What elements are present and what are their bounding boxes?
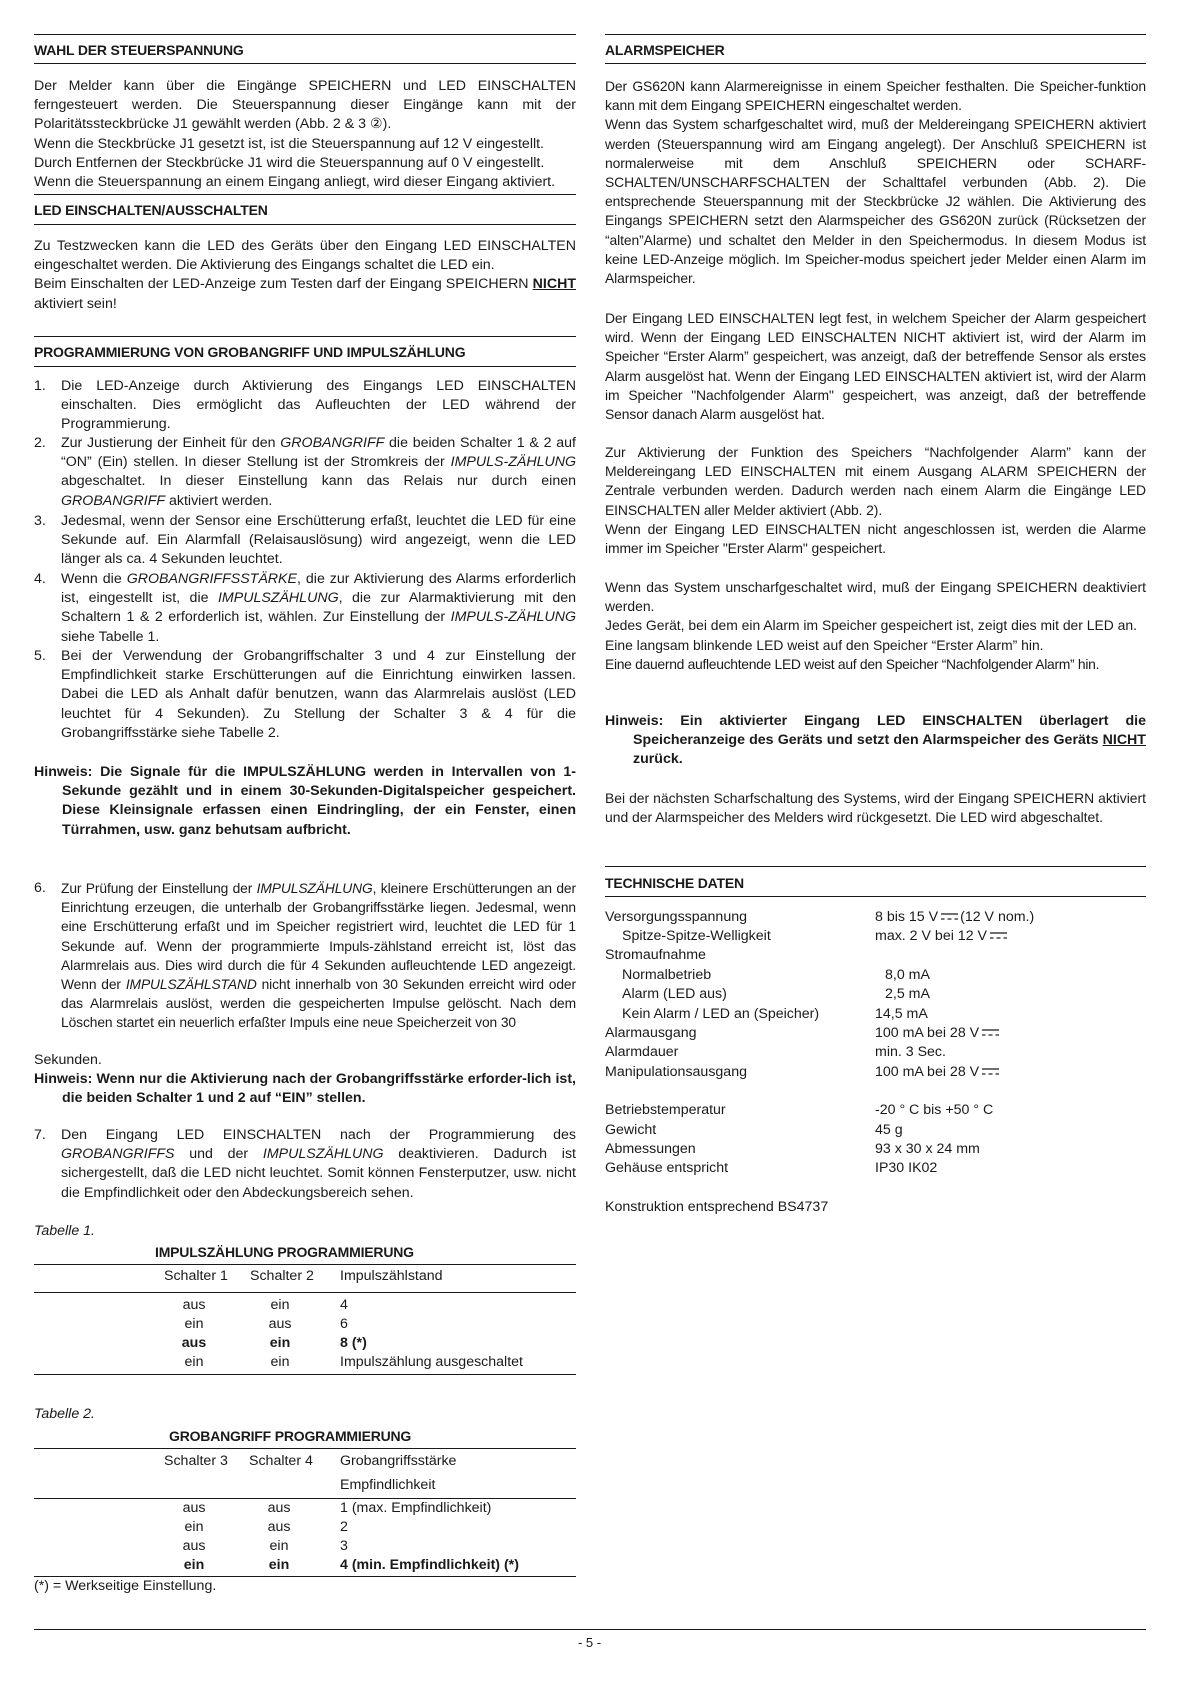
text-run: die beiden Schalter 1 & 2 auf “ON” (Ein) stellen. In dieser Stellung ist der Stromkreis der (61, 435, 576, 471)
alarm-p1: Der GS620N kann Alarmereignisse in einem Speicher festhalten. Die Speicher-funktion kann mit dem Eingang SPEICHERN eingeschaltet werden. (605, 78, 1146, 114)
section-rule (34, 336, 576, 337)
spec-value: 8,0 mA (885, 967, 930, 983)
spec-label: Alarmausgang (605, 1025, 697, 1041)
spec-value-text: 100 mA bei 28 V (875, 1025, 980, 1041)
table-rule (34, 1264, 576, 1265)
alarm-p8: Eine langsam blinkende LED weist auf den Speicher “Erster Alarm” hin. (605, 636, 1044, 653)
table-header: Grobangriffsstärke (340, 1453, 457, 1469)
dc-symbol-icon (982, 1067, 999, 1076)
note-text: Hinweis: Ein aktivierter Eingang LED EINSCHALTEN überlagert die Speicheranzeige des Geräts und setzt den Alarmspeicher des Geräts (605, 713, 1146, 749)
list-text (61, 570, 576, 647)
spec-value: 93 x 30 x 24 mm (875, 1141, 980, 1157)
table-title: IMPULSZÄHLUNG PROGRAMMIERUNG (155, 1244, 414, 1260)
spec-label: Alarm (LED aus) (622, 986, 727, 1002)
list-number: 2. (34, 435, 46, 451)
spec-label: Alarmdauer (605, 1044, 679, 1060)
spec-label: Stromaufnahme (605, 947, 706, 963)
alarm-p2: Wenn das System scharfgeschaltet wird, muß der Meldereingang SPEICHERN aktiviert werden (Steuerspannung wird am Eingang angelegt). Der Anschluß SPEICHERN ist normalerweise mit dem Anschluß SPEICHERN oder SCHARF-SCHALTEN/UNSCHARFSCHALTEN der Schalttafel verbunden (Abb. 2). Die entsprechende Steuerspannung mit der Steckbrücke J2 wählen. Die Aktivierung des Eingangs SPEICHERN setzt den Alarmspeicher des GS620N zurück (Rücksetzen der “alten”Alarme) und schaltet den Melder in den Speichermodus. In diesem Modus ist keine LED-Anzeige möglich. Im Speicher-modus speichert jeder Melder einen Alarm im Alarmspeicher. (605, 116, 1146, 287)
spec-value: -20 ° C bis +50 ° C (875, 1102, 994, 1118)
led-text-3: aktiviert sein! (34, 295, 117, 312)
alarm-p4: Zur Aktivierung der Funktion des Speichers “Nachfolgender Alarm” kann der Meldereingang LED EINSCHALTEN mit einem Ausgang ALARM SPEICHERN der Zentrale verbunden werden. Dadurch werden nach einem Alarm die Eingänge LED EINSCHALTEN aller Melder aktiviert (Abb. 2). (605, 444, 1146, 518)
alarm-paragraph-2: Der Eingang LED EINSCHALTEN legt fest, in welchem Speicher der Alarm gespeichert wird. Wenn der Eingang LED EINSCHALTEN NICHT aktiviert ist, wird der Alarm im Speicher “Erster Alarm” gespeichert, was anzeigt, daß der betreffende Sensor als erstes Alarm ausgelöst hat. Wenn der Eingang LED EINSCHALTEN aktiviert ist, wird der Alarm im Speicher "Nachfolgender Alarm" gespeichert, was anzeigt, daß der betreffende Sensor danach Alarm ausgelöst hat. (605, 310, 1146, 423)
nicht-emphasis: NICHT (532, 276, 576, 293)
table-rule (34, 1374, 576, 1375)
term: GROBANGRIFFSSTÄRKE (126, 571, 297, 587)
table-header: Schalter 4 (249, 1453, 313, 1469)
text-run: deaktivieren. Dadurch ist sichergestellt, daß die LED nicht leuchtet. Somit können Fensterputzer, usw. nicht die Empfindlichkeit oder den Abdeckungsbereich sehen. (61, 1146, 576, 1201)
spec-label: Betriebstemperatur (605, 1102, 726, 1118)
table-cell: ein (269, 1538, 289, 1554)
spec-value (875, 1024, 1001, 1043)
term: IMPULSZÄHLSTAND (125, 977, 257, 993)
table-cell: aus (182, 1538, 206, 1554)
list-item (34, 377, 576, 435)
spec-label: Abmessungen (605, 1141, 696, 1157)
list-text: Jedesmal, wenn der Sensor eine Erschütterung erfaßt, leuchtet die LED für eine Sekunde auf. Ein Alarmfall (Relaisauslösung) wird angezeigt, wenn die LED länger als ca. 4 Sekunden leuchtet. (61, 513, 576, 568)
spec-row (605, 1159, 1146, 1178)
text-run: abgeschaltet. In dieser Einstellung kann das Relais nur durch einen (61, 473, 576, 490)
table-cell-default: ein (268, 1557, 290, 1573)
table-header: Schalter 2 (250, 1268, 314, 1284)
spec-value (875, 908, 1034, 927)
table-cell: aus (182, 1297, 206, 1313)
table-cell-default: ein (269, 1335, 291, 1351)
spec-row (605, 908, 1146, 927)
text-run: aktiviert werden. (169, 492, 273, 509)
term: GROBANGRIFF (280, 435, 385, 451)
section-rule (34, 63, 576, 64)
spec-value-text: 100 mA bei 28 V (875, 1064, 980, 1080)
section-rule (605, 34, 1146, 35)
spec-value: 14,5 mA (875, 1006, 928, 1022)
spec-label: Normalbetrieb (622, 967, 712, 983)
spec-value-text: 8 bis 15 V (875, 909, 939, 925)
table-cell: aus (182, 1500, 206, 1516)
dc-symbol-icon (990, 931, 1007, 940)
list-number: 3. (34, 513, 46, 529)
note-grobangriff (34, 1070, 576, 1108)
spec-row (605, 927, 1146, 946)
table-cell: 4 (340, 1297, 348, 1313)
spec-value: 2,5 mA (885, 986, 930, 1002)
table-caption: Tabelle 1. (34, 1223, 96, 1239)
steuerspannung-intro: Der Melder kann über die Eingänge SPEICHERN und LED EINSCHALTEN ferngesteuert werden. Die Steuerspannung dieser Eingänge kann mit der Polaritätssteckbrücke J1 gewählt werden (Abb. 2 & 3 ②). (34, 78, 576, 133)
spec-label: Kein Alarm / LED an (Speicher) (622, 1006, 820, 1022)
spec-row (605, 1101, 1146, 1120)
spec-value-text: max. 2 V bei 12 V (875, 928, 987, 944)
table-cell: ein (184, 1316, 204, 1332)
led-text-2: Beim Einschalten der LED-Anzeige zum Testen darf der Eingang SPEICHERN (34, 276, 529, 293)
table-header: Schalter 1 (164, 1268, 228, 1284)
spec-label: Gewicht (605, 1122, 657, 1138)
section-rule (605, 63, 1146, 64)
list-text (61, 879, 576, 1033)
note-text: zurück. (633, 751, 683, 768)
list-item (34, 512, 576, 570)
table-header: Empfindlichkeit (340, 1477, 436, 1493)
note-impulszaehlung (34, 763, 576, 840)
list-item (34, 879, 576, 1033)
heading-steuerspannung: WAHL DER STEUERSPANNUNG (34, 42, 244, 58)
dc-symbol-icon (982, 1028, 999, 1037)
text-run: nicht innerhalb von 30 Sekunden erreicht wird oder das Alarmrelais auslöst, werden die gespeicherten Impulse gelöscht. Nach dem Löschen startet ein neuerlich erfaßter Impuls eine neue Speicherzeit von 30 (61, 977, 577, 1031)
list-text: Die LED-Anzeige durch Aktivierung des Eingangs LED EINSCHALTEN einschalten. Dies ermöglicht das Aufleuchten der LED während der Programmierung. (61, 378, 576, 433)
table-cell: 6 (340, 1316, 348, 1332)
heading-alarmspeicher: ALARMSPEICHER (605, 42, 725, 58)
term: IMPULSZÄHLUNG (262, 1146, 384, 1163)
table-cell: 1 (max. Empfindlichkeit) (340, 1500, 492, 1516)
alarm-p9: Eine dauernd aufleuchtende LED weist auf den Speicher “Nachfolgender Alarm” hin. (605, 655, 1100, 672)
steuerspannung-text (34, 77, 576, 192)
steuerspannung-line: Wenn die Steuerspannung an einem Eingang anliegt, wird dieser Eingang aktiviert. (34, 174, 556, 191)
text-run: , die zur Aktivierung des Alarms erforderlich ist, eingestellt ist, die (61, 571, 576, 607)
dc-symbol-icon (941, 912, 958, 921)
table-cell-default: aus (181, 1335, 207, 1351)
konstruktion-note: Konstruktion entsprechend BS4737 (605, 1199, 829, 1215)
table-footnote: (*) = Werkseitige Einstellung. (34, 1578, 217, 1594)
table-rule (34, 1448, 576, 1449)
table-cell-default: 4 (min. Empfindlichkeit) (*) (340, 1557, 519, 1573)
spec-label: Manipulationsausgang (605, 1064, 747, 1080)
list-number: 6. (34, 880, 46, 896)
spec-value: min. 3 Sec. (875, 1044, 946, 1060)
spec-label: Spitze-Spitze-Welligkeit (622, 928, 771, 944)
list-item (34, 1126, 576, 1203)
alarm-p5: Wenn der Eingang LED EINSCHALTEN nicht angeschlossen ist, werden die Alarme immer im Speicher "Erster Alarm" gespeichert. (605, 520, 1146, 557)
table-cell: 3 (340, 1538, 348, 1554)
spec-value: IP30 IK02 (875, 1160, 938, 1176)
list-text (61, 1126, 576, 1203)
spec-row (605, 966, 1146, 985)
term: GROBANGRIFFS (61, 1146, 175, 1163)
footer-rule (34, 1629, 1146, 1630)
alarm-paragraph-4 (605, 578, 1146, 674)
list-text: Bei der Verwendung der Grobangriffschalter 3 und 4 zur Einstellung der Empfindlichkeit starke Erschütterungen auf die Einrichtung einwirken lassen. Dabei die LED als Anhalt dafür benutzen, wann das Alarmrelais auslöst (LED leuchtet für 4 Sekunden). Zu Stellung der Schalter 3 & 4 für die Grobangriffsstärke siehe Tabelle 2. (61, 648, 576, 741)
text-run: Wenn die (61, 571, 122, 587)
table-cell: ein (184, 1519, 204, 1535)
list-number: 5. (34, 648, 46, 664)
led-text (34, 237, 576, 314)
term: IMPULSZÄHLUNG (256, 881, 373, 896)
text-run: Den Eingang LED EINSCHALTEN nach der Programmierung des (61, 1127, 576, 1143)
heading-technische-daten: TECHNISCHE DATEN (605, 875, 744, 891)
list-text-continuation: Sekunden. (34, 1052, 102, 1068)
nicht-emphasis: NICHT (1102, 732, 1146, 749)
spec-value-text: (12 V nom.) (960, 909, 1035, 925)
table-cell: ein (184, 1354, 204, 1370)
alarm-p7: Jedes Gerät, bei dem ein Alarm im Speicher gespeichert ist, zeigt dies mit der LED an. (605, 617, 1137, 634)
text-run: , kleinere Erschütterungen an der Einrichtung erzeugen, die unterhalb der Grobangriffsstärke liegen. Jedesmal, wenn eine Erschütterung erfaßt und im Speicher registriert wird, leuchtet die LED für 1 Sekunde auf. Wenn der programmierte Impuls-zählstand erreicht ist, löst das Alarmrelais aus. Dies wird durch die für 4 Sekunden aufleuchtende LED angezeigt. Wenn der (61, 881, 576, 993)
list-item (34, 570, 576, 647)
spec-value (875, 927, 1009, 946)
heading-led-einschalten: LED EINSCHALTEN/AUSSCHALTEN (34, 202, 268, 218)
term: IMPULS-ZÄHLUNG (450, 454, 576, 471)
alarm-paragraph-5: Bei der nächsten Scharfschaltung des Systems, wird der Eingang SPEICHERN aktiviert und der Alarmspeicher des Melders wird rückgesetzt. Die LED wird abgeschaltet. (605, 790, 1146, 826)
term: IMPULS-ZÄHLUNG (450, 609, 576, 626)
spec-label: Gehäuse entspricht (605, 1160, 729, 1176)
spec-value (875, 1063, 1001, 1082)
alarm-paragraph-3 (605, 443, 1146, 558)
section-rule (34, 194, 576, 195)
list-text (61, 434, 576, 511)
table-cell: aus (267, 1519, 291, 1535)
spec-row (605, 946, 1146, 965)
spec-row (605, 1005, 1146, 1024)
term: GROBANGRIFF (61, 492, 166, 509)
table-cell: Impulszählung ausgeschaltet (340, 1354, 523, 1370)
table-cell: ein (270, 1354, 290, 1370)
spec-row (605, 1043, 1146, 1062)
list-item (34, 647, 576, 743)
table-header: Impulszählstand (340, 1268, 443, 1284)
spec-row (605, 1063, 1146, 1082)
led-text-1: Zu Testzwecken kann die LED des Geräts über den Eingang LED EINSCHALTEN eingeschaltet werden. Die Aktivierung des Eingangs schaltet die LED ein. (34, 238, 576, 274)
text-run: Zur Prüfung der Einstellung der (61, 881, 253, 896)
alarm-p6: Wenn das System unscharfgeschaltet wird, muß der Eingang SPEICHERN deaktiviert werden. (605, 579, 1146, 615)
steuerspannung-line: Durch Entfernen der Steckbrücke J1 wird die Steuerspannung auf 0 V eingestellt. (34, 154, 545, 171)
table-header: Schalter 3 (164, 1453, 228, 1469)
table-cell: ein (270, 1297, 290, 1313)
note-text: Hinweis: Wenn nur die Aktivierung nach der Grobangriffsstärke erforder-lich ist, die beiden Schalter 1 und 2 auf “EIN” stellen. (34, 1071, 576, 1107)
list-number: 1. (34, 378, 46, 394)
text-run: und der (189, 1146, 249, 1163)
table-cell-default: ein (183, 1557, 205, 1573)
note-text: Hinweis: Die Signale für die IMPULSZÄHLUNG werden in Intervallen von 1-Sekunde gezählt und in einem 30-Sekunden-Digitalspeicher gespeichert. Diese Kleinsignale erfassen einen Eindringling, der ein Fenster, einen Türrahmen, usw. ganz behutsam aufbricht. (34, 764, 576, 838)
heading-programmierung: PROGRAMMIERUNG VON GROBANGRIFF UND IMPULSZÄHLUNG (34, 344, 466, 360)
section-rule (34, 34, 576, 35)
section-rule (605, 896, 1146, 897)
table-cell: aus (268, 1316, 292, 1332)
note-alarmspeicher (605, 712, 1146, 770)
table-cell: 2 (340, 1519, 348, 1535)
table-rule (34, 1292, 576, 1293)
table-caption: Tabelle 2. (34, 1406, 96, 1422)
text-run: Zur Justierung der Einheit für den (61, 435, 276, 451)
spec-label: Versorgungsspannung (605, 909, 747, 925)
table-cell-default: 8 (*) (340, 1335, 367, 1351)
spec-row (605, 1024, 1146, 1043)
text-run: siehe Tabelle 1. (61, 628, 160, 645)
list-number: 4. (34, 571, 46, 587)
table-cell: aus (267, 1500, 291, 1516)
alarm-paragraph-1 (605, 77, 1146, 288)
spec-row (605, 1121, 1146, 1140)
spec-row (605, 985, 1146, 1004)
spec-value: 45 g (875, 1122, 903, 1138)
section-rule (605, 866, 1146, 867)
section-rule (34, 224, 576, 225)
table-title: GROBANGRIFF PROGRAMMIERUNG (169, 1428, 412, 1444)
term: IMPULSZÄHLUNG (217, 590, 339, 607)
section-rule (34, 366, 576, 367)
page-number: - 5 - (577, 1635, 602, 1650)
list-number: 7. (34, 1127, 46, 1143)
steuerspannung-line: Wenn die Steckbrücke J1 gesetzt ist, ist die Steuerspannung auf 12 V eingestellt. (34, 135, 545, 152)
spec-row (605, 1140, 1146, 1159)
text-run: , die zur Alarmaktivierung mit den Schaltern 1 & 2 erforderlich ist, wählen. Zur Einstellung der (61, 590, 577, 626)
list-item (34, 434, 576, 511)
